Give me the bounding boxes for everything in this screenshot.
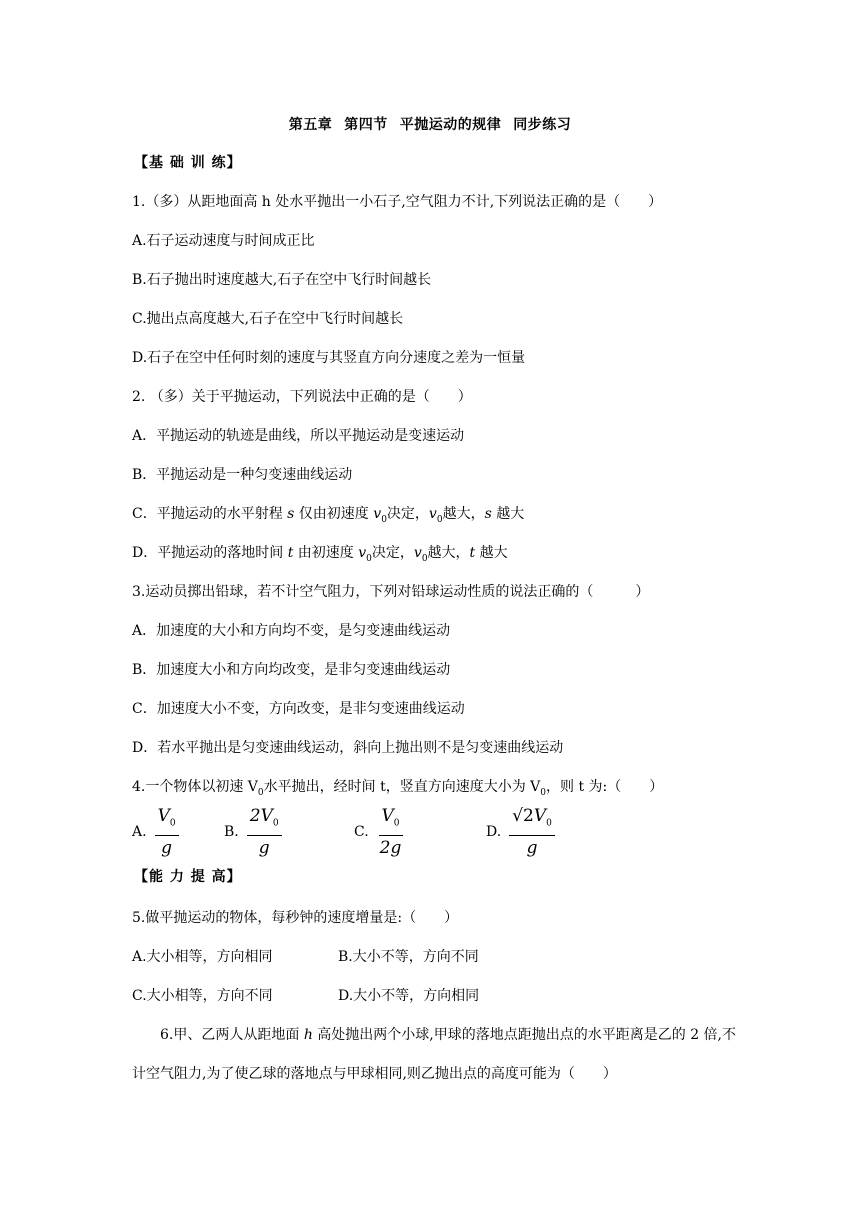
q4-stem-text-3: ，则 t 为:（ ） [546,779,664,795]
question-3-option-c: C．加速度大小不变，方向改变，是非匀变速曲线运动 [132,701,465,717]
question-5-options-row-1 [132,946,732,966]
question-4-option-d [486,804,555,860]
q2d-sub2: 0 [421,553,428,564]
question-1-stem: 1.（多）从距地面高 h 处水平抛出一小石子,空气阻力不计,下列说法正确的是（ ） [132,194,663,210]
q2c-text-4: 越大， [442,506,485,522]
q2c-text-2: 仅由初速度 [294,506,374,522]
q4a-num-sub: 0 [169,818,176,829]
q2d-var-v: v [358,545,367,561]
q2d-text-2: 由初速度 [293,545,359,561]
q2c-text-3: 决定， [386,506,429,522]
q2d-text-1: D．平抛运动的落地时间 [132,545,288,561]
q6-var-h: h [303,1027,313,1043]
q2c-sub2: 0 [436,514,443,525]
question-3-option-a: A．加速度的大小和方向均不变，是匀变速曲线运动 [132,623,451,639]
title-practice: 同步练习 [513,117,572,133]
question-5-option-a: A.大小相等，方向相同 [132,949,273,965]
q4b-num-sub: 0 [272,818,279,829]
question-5-stem: 5.做平抛运动的物体，每秒钟的速度增量是:（ ） [132,910,459,926]
q4d-sqrt-two: √2 [512,805,534,826]
question-5-options-row-2 [132,985,732,1005]
q2c-var-v2: v [428,506,437,522]
q2c-text-5: 越大 [491,506,525,522]
section-heading-advanced: 【能 力 提 高】 [134,869,242,885]
question-2-stem: 2. （多）关于平抛运动，下列说法中正确的是（ ） [132,389,472,405]
q4d-label: D. [486,824,502,840]
q6-text-2: 高处抛出两个小球,甲球的落地点距抛出点的水平距离是乙的 2 倍,不 [312,1027,737,1043]
title-topic: 平抛运动的规律 [399,117,502,133]
question-1-option-d: D.石子在空中任何时刻的速度与其竖直方向分速度之差为一恒量 [132,350,526,366]
q4d-num-sub: 0 [546,818,552,829]
question-2-option-d [132,542,508,564]
question-1-option-c: C.抛出点高度越大,石子在空中飞行时间越长 [132,311,404,327]
q2c-text-1: C．平抛运动的水平射程 [132,506,288,522]
question-2-option-c [132,503,524,525]
q4a-label: A. [132,824,147,840]
question-2-option-b: B．平抛运动是一种匀变速曲线运动 [132,467,353,483]
q4b-denominator: g [258,838,270,859]
q2c-var-s2: s [484,506,492,522]
q4-stem-sub2: 0 [540,787,547,798]
q4d-denominator: g [526,838,538,859]
q2d-sub: 0 [366,553,372,564]
q4b-fraction [247,806,282,858]
q6-text-1: 6.甲、乙两人从距地面 [160,1027,304,1043]
q4b-label: B. [224,824,239,840]
question-4-option-a [132,804,179,860]
q4d-num-text: V [533,805,547,826]
q2d-var-t: t [287,545,294,561]
question-1-option-a: A.石子运动速度与时间成正比 [132,233,315,249]
q2c-var-s: s [287,506,295,522]
question-4-options [132,804,732,860]
q4b-numerator [247,806,282,836]
q4c-label: C. [354,824,369,840]
title-chapter: 第五章 [288,117,333,133]
question-3-stem: 3.运动员掷出铅球，若不计空气阻力，下列对铅球运动性质的说法正确的（ ） [132,584,650,600]
q4-stem-text-2: 水平抛出，经时间 t，竖直方向速度大小为 V [263,779,541,795]
q4c-num-sub: 0 [393,818,400,829]
q2d-var-v2: v [413,545,422,561]
q4-stem-sub: 0 [257,787,264,798]
question-5-option-d: D.大小不等，方向相同 [338,988,480,1004]
question-4-option-c [354,804,404,860]
title-section: 第四节 [344,117,388,133]
q2d-var-t2: t [469,545,476,561]
q4-stem-text-1: 4.一个物体以初速 V [132,779,258,795]
q2c-var-v: v [373,506,382,522]
q2d-text-5: 越大 [475,545,508,561]
question-3-option-d: D．若水平抛出是匀变速曲线运动，斜向上抛出则不是匀变速曲线运动 [132,740,564,756]
q4d-fraction [509,806,555,858]
section-heading-basic: 【基 础 训 练】 [134,155,242,171]
q4c-denominator: 2g [379,838,402,859]
question-4-stem [132,776,663,798]
q4b-num-text: 2V [249,805,273,826]
q4a-denominator: g [161,838,173,859]
q4a-num-text: V [157,805,170,826]
q4a-fraction [155,806,179,858]
q2d-text-3: 决定， [371,545,414,561]
page-title [0,114,860,134]
question-6-line-2: 计空气阻力,为了使乙球的落地点与甲球相同,则乙抛出点的高度可能为（ ） [132,1066,617,1082]
q2c-sub: 0 [381,514,387,525]
q4c-numerator [379,806,403,836]
question-5-option-c: C.大小相等，方向不同 [132,988,273,1004]
question-6-line-1 [160,1024,736,1044]
q4c-fraction [377,806,405,858]
question-4-option-b [224,804,282,860]
question-5-option-b: B.大小不等，方向不同 [338,949,479,965]
question-1-option-b: B.石子抛出时速度越大,石子在空中飞行时间越长 [132,272,432,288]
q4c-num-text: V [381,805,394,826]
q4a-numerator [155,806,179,836]
q2d-text-4: 越大， [427,545,470,561]
question-3-option-b: B．加速度大小和方向均改变，是非匀变速曲线运动 [132,662,451,678]
question-2-option-a: A．平抛运动的轨迹是曲线，所以平抛运动是变速运动 [132,428,465,444]
q4d-numerator [509,806,555,836]
